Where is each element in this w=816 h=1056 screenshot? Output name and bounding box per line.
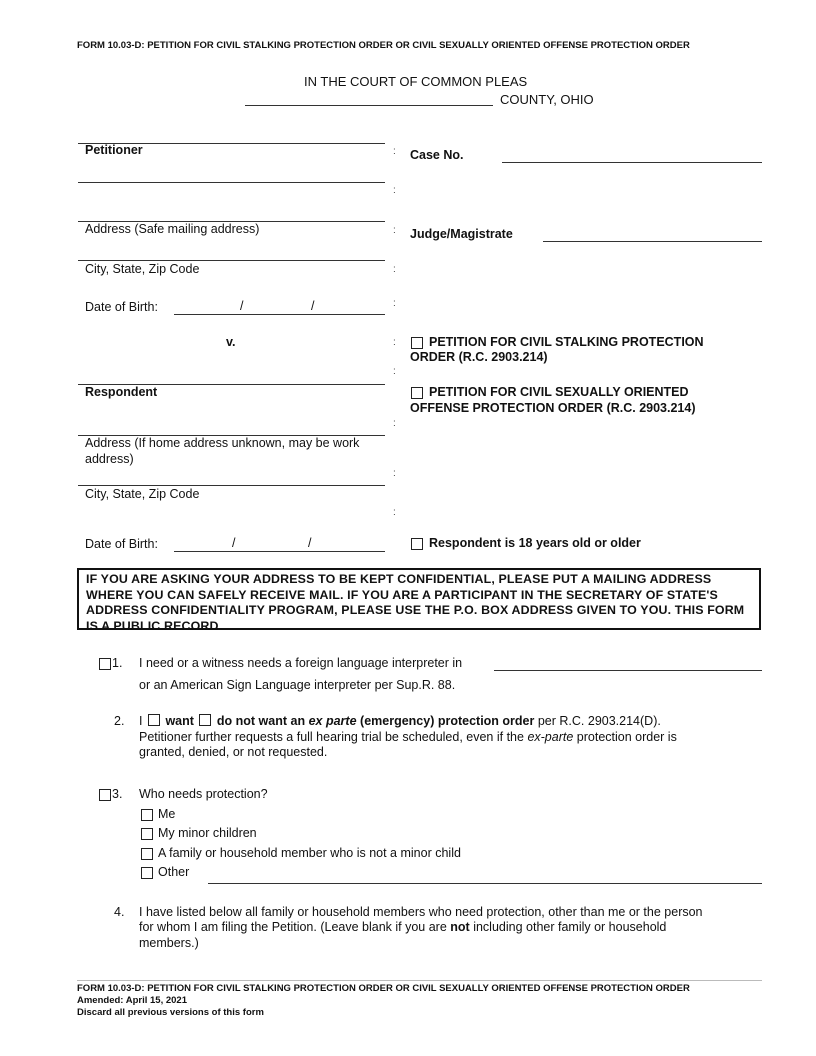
petitioner-city-field[interactable]: [78, 260, 385, 261]
respondent-adult-label: Respondent is 18 years old or older: [429, 536, 641, 550]
versus-label: v.: [226, 335, 236, 349]
dob-separator: /: [308, 536, 312, 550]
sexual-offense-order-checkbox[interactable]: [411, 387, 423, 399]
dob-separator: /: [240, 299, 244, 313]
footer-discard-note: Discard all previous versions of this form: [77, 1007, 264, 1018]
household-members-text: I have listed below all family or household members who need protection, other than me or the person: [139, 905, 703, 919]
petitioner-address-label: Address (Safe mailing address): [85, 222, 260, 236]
ex-parte-text: I want do not want an ex parte (emergency) protection order per R.C. 2903.214(D).: [139, 714, 661, 728]
item-number: 2.: [114, 714, 125, 728]
caption-colon: :: [393, 264, 396, 275]
sexual-offense-order-label-line2: OFFENSE PROTECTION ORDER (R.C. 2903.214): [410, 401, 696, 415]
court-name: IN THE COURT OF COMMON PLEAS: [304, 74, 528, 89]
caption-colon: :: [393, 418, 396, 429]
caption-colon: :: [393, 298, 396, 309]
protect-other-field[interactable]: [208, 883, 762, 884]
petitioner-dob-label: Date of Birth:: [85, 300, 158, 314]
stalking-order-label: PETITION FOR CIVIL STALKING PROTECTION: [429, 335, 704, 349]
case-no-field[interactable]: [502, 162, 762, 163]
protect-me-checkbox[interactable]: [141, 809, 153, 821]
want-ex-parte-checkbox[interactable]: [148, 714, 160, 726]
who-needs-protection-question: Who needs protection?: [139, 787, 268, 801]
petitioner-city-label: City, State, Zip Code: [85, 262, 200, 276]
caption-colon: :: [393, 507, 396, 518]
caption-colon: :: [393, 185, 396, 196]
case-no-label: Case No.: [410, 148, 464, 162]
caption-colon: :: [393, 225, 396, 236]
petitioner-name-field[interactable]: [78, 182, 385, 183]
household-members-text-line2: for whom I am filing the Petition. (Leave blank if you are not including other family or household: [139, 920, 667, 934]
not-want-ex-parte-checkbox[interactable]: [199, 714, 211, 726]
respondent-label: Respondent: [85, 385, 158, 399]
caption-colon: :: [393, 337, 396, 348]
protect-household-member-label: A family or household member who is not a minor child: [158, 846, 461, 860]
hearing-request-text: Petitioner further requests a full hearing trial be scheduled, even if the ex-parte protection order is: [139, 730, 677, 744]
respondent-address-label: Address (If home address unknown, may be work address): [85, 436, 360, 466]
judge-label: Judge/Magistrate: [410, 227, 513, 241]
item-number: 4.: [114, 905, 125, 919]
interpreter-text: I need or a witness needs a foreign language interpreter in: [139, 656, 463, 670]
respondent-adult-checkbox[interactable]: [411, 538, 423, 550]
interpreter-checkbox[interactable]: [99, 658, 111, 670]
respondent-city-label: City, State, Zip Code: [85, 487, 200, 501]
stalking-order-checkbox[interactable]: [411, 337, 423, 349]
item-number: 3.: [112, 787, 123, 801]
protect-household-member-checkbox[interactable]: [141, 848, 153, 860]
judge-field[interactable]: [543, 241, 762, 242]
stalking-order-label-line2: ORDER (R.C. 2903.214): [410, 350, 548, 364]
respondent-city-field[interactable]: [78, 485, 385, 486]
caption-colon: :: [393, 146, 396, 157]
protect-children-checkbox[interactable]: [141, 828, 153, 840]
petitioner-label: Petitioner: [85, 143, 143, 157]
footer-amended-date: Amended: April 15, 2021: [77, 995, 187, 1006]
interpreter-language-field[interactable]: [494, 670, 762, 671]
county-label: COUNTY, OHIO: [500, 92, 594, 107]
footer-form-title: FORM 10.03-D: PETITION FOR CIVIL STALKING PROTECTION ORDER OR CIVIL SEXUALLY ORIENTED OFFENSE PROTECTION ORDER: [77, 983, 690, 994]
protect-me-label: Me: [158, 807, 176, 821]
caption-colon: :: [393, 366, 396, 377]
household-members-text-line3: members.): [139, 936, 199, 950]
dob-separator: /: [311, 299, 315, 313]
confidential-address-notice: IF YOU ARE ASKING YOUR ADDRESS TO BE KEPT CONFIDENTIAL, PLEASE PUT A MAILING ADDRESS WHERE YOU CAN SAFELY RECEIVE MAIL. IF YOU ARE A PARTICIPANT IN THE SECRETARY OF STATE'S ADDRESS CONFIDENTIALITY PROGRAM, PLEASE USE THE P.O. BOX ADDRESS GIVEN TO YOU. THIS FORM IS A PUBLIC RECORD.: [77, 568, 761, 630]
who-needs-protection-checkbox[interactable]: [99, 789, 111, 801]
petitioner-dob-field[interactable]: [174, 314, 385, 315]
item-number: 1.: [112, 656, 123, 670]
protect-other-label: Other: [158, 865, 190, 879]
caption-colon: :: [393, 468, 396, 479]
respondent-dob-label: Date of Birth:: [85, 537, 158, 551]
hearing-request-text-line3: granted, denied, or not requested.: [139, 745, 328, 759]
protect-children-label: My minor children: [158, 826, 257, 840]
dob-separator: /: [232, 536, 236, 550]
respondent-dob-field[interactable]: [174, 551, 385, 552]
footer-divider: [77, 980, 762, 981]
interpreter-text-line2: or an American Sign Language interpreter per Sup.R. 88.: [139, 678, 456, 692]
county-blank[interactable]: [245, 105, 493, 106]
form-title: FORM 10.03-D: PETITION FOR CIVIL STALKING PROTECTION ORDER OR CIVIL SEXUALLY ORIENTED OFFENSE PROTECTION ORDER: [77, 40, 690, 51]
protect-other-checkbox[interactable]: [141, 867, 153, 879]
sexual-offense-order-label: PETITION FOR CIVIL SEXUALLY ORIENTED: [429, 385, 689, 399]
